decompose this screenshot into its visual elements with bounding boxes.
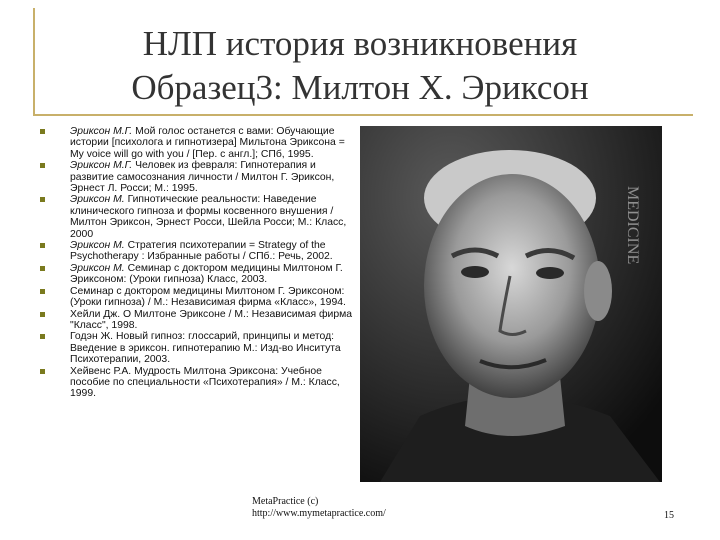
- item-author: Эриксон М.: [70, 262, 125, 274]
- square-bullet-icon: [40, 289, 45, 294]
- item-text: Семинар с доктором медицины Милтоном Г. Эриксоном: (Уроки гипноза) / М.: Независимая фирма «Класс», 1994.: [70, 285, 346, 309]
- square-bullet-icon: [40, 129, 45, 134]
- bibliography-list: [38, 126, 360, 400]
- footer-copyright: MetaPractice (c): [252, 496, 319, 507]
- list-item: [38, 309, 360, 332]
- list-item: [38, 194, 360, 240]
- item-author: Эриксон М.Г.: [70, 126, 133, 137]
- item-text: Стратегия психотерапии = Strategy of the Psychotherapy : Избранные работы / СПб.: Речь, 2002.: [70, 240, 333, 263]
- square-bullet-icon: [40, 163, 45, 168]
- item-author: Эриксон М.: [70, 194, 125, 206]
- list-item: [38, 240, 360, 263]
- square-bullet-icon: [40, 243, 45, 248]
- item-text: Мой голос останется с вами: Обучающие истории [психолога и гипнотизера] Мильтона Эриксона = My voice will go with you / [Пер. с англ.]; СПб, 1995.: [70, 126, 345, 160]
- title-line-2: Образец3: Милтон Х. Эриксон: [131, 68, 589, 107]
- portrait-photo: [360, 126, 662, 482]
- slide-title: [40, 22, 680, 110]
- item-text: Семинар с доктором медицины Милтоном Г. Эриксоном: (Уроки гипноза) Класс, 2003.: [70, 262, 343, 286]
- list-item: [38, 331, 360, 365]
- portrait-illustration: [360, 126, 662, 482]
- square-bullet-icon: [40, 334, 45, 339]
- list-item: [38, 126, 360, 160]
- item-author: Эриксон М.: [70, 240, 125, 252]
- footer: [252, 496, 386, 520]
- footer-url: http://www.mymetapractice.com/: [252, 508, 386, 519]
- decorative-horizontal-line: [33, 114, 693, 116]
- item-text: Человек из февраля: Гипнотерапия и развитие самосознания личности / Милтон Г. Эриксон, Эрнест Л. Росси; М.: 1995.: [70, 160, 335, 195]
- page-number: 15: [664, 510, 674, 521]
- list-item: [38, 286, 360, 309]
- item-text: Годэн Ж. Новый гипноз: глоссарий, принципы и метод: Введение в эриксон. гипнотерапию М.: Изд-во Инситута Психотерапии, 2003.: [70, 331, 341, 366]
- square-bullet-icon: [40, 266, 45, 271]
- decorative-vertical-line: [33, 8, 35, 116]
- title-line-1: НЛП история возникновения: [142, 24, 578, 63]
- list-item: [38, 366, 360, 400]
- square-bullet-icon: [40, 197, 45, 202]
- square-bullet-icon: [40, 312, 45, 317]
- square-bullet-icon: [40, 369, 45, 374]
- item-text: Хейвенс Р.А. Мудрость Милтона Эриксона: Учебное пособие по специальности «Психотерапия» / М.: Класс, 1999.: [70, 365, 340, 400]
- item-text: Гипнотические реальности: Наведение клинического гипноза и формы косвенного внушения / Милтон Эриксон, Эрнест Росси, Шейла Росси; М.: Класс, 2000: [70, 194, 347, 240]
- item-author: Эриксон М.Г.: [70, 160, 133, 172]
- list-item: [38, 263, 360, 286]
- item-text: Хейли Дж. О Милтоне Эриксоне / М.: Независимая фирма "Класс", 1998.: [70, 308, 353, 331]
- list-item: [38, 160, 360, 194]
- photo-watermark: MEDICINE: [624, 186, 641, 265]
